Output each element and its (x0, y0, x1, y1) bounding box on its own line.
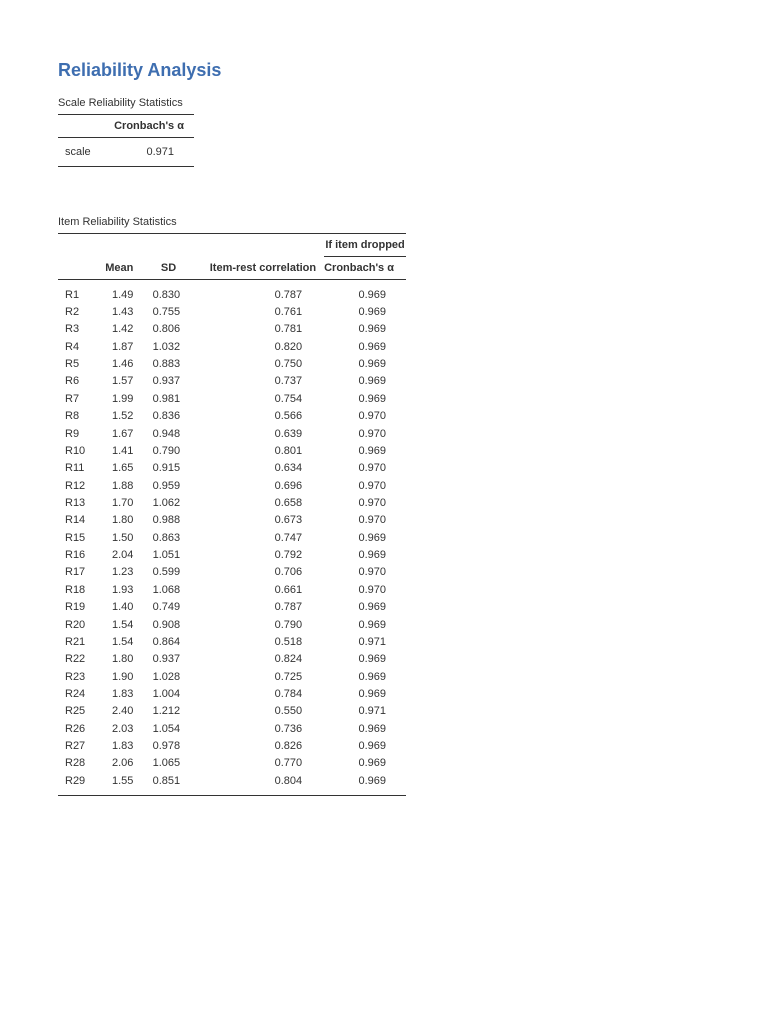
item-rest-correlation-value: 0.518 (274, 635, 303, 648)
item-rest-correlation-value: 0.787 (274, 601, 303, 614)
cronbach-alpha-if-dropped-value: 0.971 (358, 705, 386, 718)
sd-value: 1.212 (152, 705, 181, 718)
table-row (58, 390, 406, 407)
cronbach-alpha-if-dropped-value: 0.969 (358, 670, 386, 683)
cronbach-alpha-if-dropped-value: 0.969 (358, 722, 386, 735)
sd-value: 0.851 (152, 774, 181, 787)
table-row (58, 616, 406, 633)
item-label: R18 (65, 583, 86, 596)
table-row (58, 703, 406, 720)
mean-value: 1.55 (111, 774, 134, 787)
table-row (58, 651, 406, 668)
item-rest-correlation-value: 0.761 (274, 306, 303, 319)
table-row (58, 581, 406, 598)
table-row (58, 512, 406, 529)
mean-value: 1.54 (111, 635, 134, 648)
mean-value: 1.90 (111, 670, 134, 683)
column-header-sd: SD (137, 257, 184, 280)
item-rest-correlation-value: 0.792 (274, 549, 303, 562)
table-row (58, 425, 406, 442)
mean-value: 1.52 (111, 410, 134, 423)
sd-value: 0.978 (152, 740, 181, 753)
mean-value: 1.46 (111, 358, 134, 371)
table-row (58, 529, 406, 546)
item-table-caption: Item Reliability Statistics (58, 216, 177, 228)
sd-value: 0.915 (152, 462, 181, 475)
table-row (58, 668, 406, 685)
mean-value: 2.04 (111, 549, 134, 562)
item-label: R10 (65, 444, 86, 457)
mean-value: 1.23 (111, 566, 134, 579)
mean-value: 1.87 (111, 340, 134, 353)
mean-value: 1.99 (111, 392, 134, 405)
mean-value: 1.83 (111, 740, 134, 753)
table-row (58, 477, 406, 494)
item-rest-correlation-value: 0.736 (274, 722, 303, 735)
column-header-item (58, 257, 94, 280)
mean-value: 1.70 (111, 496, 134, 509)
item-rest-correlation-value: 0.784 (274, 687, 303, 700)
item-label: R29 (65, 774, 86, 787)
item-label: R19 (65, 601, 86, 614)
sd-value: 0.749 (152, 601, 181, 614)
item-rest-correlation-value: 0.781 (274, 323, 303, 336)
scale-reliability-table (58, 114, 194, 167)
mean-value: 2.03 (111, 722, 134, 735)
item-rest-correlation-value: 0.737 (274, 375, 303, 388)
cronbach-alpha-if-dropped-value: 0.969 (358, 618, 386, 631)
mean-value: 1.83 (111, 687, 134, 700)
sd-value: 1.054 (152, 722, 181, 735)
table-row (58, 303, 406, 320)
sd-value: 1.051 (152, 549, 181, 562)
item-rest-correlation-value: 0.790 (274, 618, 303, 631)
column-header (58, 115, 114, 138)
sd-value: 0.830 (152, 288, 181, 301)
cronbach-alpha-if-dropped-value: 0.970 (358, 479, 386, 492)
sd-value: 0.988 (152, 514, 181, 527)
item-label: R25 (65, 705, 86, 718)
item-rest-correlation-value: 0.706 (274, 566, 303, 579)
sd-value: 0.937 (152, 653, 181, 666)
item-rest-correlation-value: 0.747 (274, 531, 303, 544)
column-header-cronbach-alpha: Cronbach's α (324, 257, 406, 280)
item-label: R9 (65, 427, 80, 440)
sd-value: 0.883 (152, 358, 181, 371)
empty-header-cell (137, 234, 184, 257)
mean-value: 1.50 (111, 531, 134, 544)
cronbach-alpha-value: 0.971 (146, 146, 174, 158)
sd-value: 0.948 (152, 427, 181, 440)
cronbach-alpha-if-dropped-value: 0.969 (358, 601, 386, 614)
table-row (58, 598, 406, 615)
item-label: R15 (65, 531, 86, 544)
table-row (58, 737, 406, 754)
mean-value: 1.41 (111, 444, 134, 457)
table-row (58, 138, 194, 167)
cronbach-alpha-if-dropped-value: 0.969 (358, 531, 386, 544)
item-label: R24 (65, 687, 86, 700)
item-label: R11 (65, 462, 85, 475)
empty-header-cell (94, 234, 137, 257)
cronbach-alpha-if-dropped-value: 0.969 (358, 444, 386, 457)
item-rest-correlation-value: 0.696 (274, 479, 303, 492)
cronbach-alpha-if-dropped-value: 0.969 (358, 340, 386, 353)
sd-value: 0.908 (152, 618, 181, 631)
sd-value: 0.959 (152, 479, 181, 492)
item-label: R14 (65, 514, 86, 527)
if-item-dropped-header: If item dropped (324, 234, 406, 257)
sd-value: 0.790 (152, 444, 181, 457)
sd-value: 0.864 (152, 635, 181, 648)
cronbach-alpha-if-dropped-value: 0.969 (358, 288, 386, 301)
sd-value: 1.004 (152, 687, 181, 700)
column-header-cronbach-alpha: Cronbach's α (114, 115, 194, 138)
table-row (58, 408, 406, 425)
item-rest-correlation-value: 0.634 (274, 462, 303, 475)
item-rest-correlation-value: 0.550 (274, 705, 303, 718)
sd-value: 0.981 (152, 392, 181, 405)
sd-value: 0.863 (152, 531, 181, 544)
page-title: Reliability Analysis (58, 60, 222, 80)
column-header-item-rest-correlation: Item-rest correlation (184, 257, 324, 280)
cronbach-alpha-if-dropped-value: 0.969 (358, 740, 386, 753)
sd-value: 1.065 (152, 757, 181, 770)
item-reliability-table (58, 233, 406, 796)
cronbach-alpha-if-dropped-value: 0.970 (358, 566, 386, 579)
cronbach-alpha-if-dropped-value: 0.970 (358, 462, 386, 475)
cronbach-alpha-if-dropped-value: 0.970 (358, 514, 386, 527)
mean-value: 1.40 (111, 601, 134, 614)
sd-value: 1.032 (152, 340, 181, 353)
sd-value: 1.062 (152, 496, 181, 509)
table-header-row (58, 115, 194, 138)
item-label: R26 (65, 722, 86, 735)
cronbach-alpha-if-dropped-value: 0.969 (358, 306, 386, 319)
table-row (58, 442, 406, 459)
mean-value: 2.40 (111, 705, 134, 718)
sd-value: 0.806 (152, 323, 181, 336)
table-row (58, 546, 406, 563)
sd-value: 1.068 (152, 583, 181, 596)
item-label: R16 (65, 549, 86, 562)
item-rest-correlation-value: 0.725 (274, 670, 303, 683)
mean-value: 1.80 (111, 514, 134, 527)
item-rest-correlation-value: 0.639 (274, 427, 303, 440)
item-label: R6 (65, 375, 80, 388)
cronbach-alpha-if-dropped-value: 0.969 (358, 774, 386, 787)
cronbach-alpha-if-dropped-value: 0.969 (358, 358, 386, 371)
mean-value: 1.54 (111, 618, 134, 631)
cronbach-alpha-if-dropped-value: 0.969 (358, 757, 386, 770)
item-rest-correlation-value: 0.770 (274, 757, 303, 770)
item-label: R13 (65, 496, 86, 509)
mean-value: 1.80 (111, 653, 134, 666)
item-rest-correlation-value: 0.804 (274, 774, 303, 787)
cronbach-alpha-if-dropped-value: 0.970 (358, 583, 386, 596)
sd-value: 1.028 (152, 670, 181, 683)
item-rest-correlation-value: 0.826 (274, 740, 303, 753)
table-row (58, 772, 406, 796)
item-label: R4 (65, 340, 80, 353)
mean-value: 1.43 (111, 306, 134, 319)
item-label: R28 (65, 757, 86, 770)
item-label: R21 (65, 635, 86, 648)
mean-value: 2.06 (111, 757, 134, 770)
item-label: R27 (65, 740, 86, 753)
table-header-row (58, 257, 406, 280)
mean-value: 1.88 (111, 479, 134, 492)
sd-value: 0.599 (152, 566, 181, 579)
item-label: R2 (65, 306, 80, 319)
table-row (58, 685, 406, 702)
table-row (58, 373, 406, 390)
item-label: R22 (65, 653, 86, 666)
table-row (58, 321, 406, 338)
item-rest-correlation-value: 0.750 (274, 358, 303, 371)
scale-table-caption: Scale Reliability Statistics (58, 97, 183, 109)
empty-header-cell (58, 234, 94, 257)
cronbach-alpha-if-dropped-value: 0.971 (358, 635, 386, 648)
item-rest-correlation-value: 0.801 (274, 444, 303, 457)
item-rest-correlation-value: 0.661 (274, 583, 303, 596)
cronbach-alpha-if-dropped-value: 0.969 (358, 653, 386, 666)
item-rest-correlation-value: 0.658 (274, 496, 303, 509)
table-row (58, 720, 406, 737)
empty-header-cell (184, 234, 324, 257)
cronbach-alpha-if-dropped-value: 0.969 (358, 323, 386, 336)
item-rest-correlation-value: 0.673 (274, 514, 303, 527)
item-label: R20 (65, 618, 86, 631)
item-label: R3 (65, 323, 80, 336)
mean-value: 1.57 (111, 375, 134, 388)
table-super-header-row (58, 234, 406, 257)
sd-value: 0.836 (152, 410, 181, 423)
mean-value: 1.93 (111, 583, 134, 596)
item-label: R8 (65, 410, 80, 423)
table-row (58, 755, 406, 772)
item-rest-correlation-value: 0.824 (274, 653, 303, 666)
table-row (58, 338, 406, 355)
item-label: R17 (65, 566, 86, 579)
cronbach-alpha-if-dropped-value: 0.969 (358, 392, 386, 405)
item-rest-correlation-value: 0.566 (274, 410, 303, 423)
item-rest-correlation-value: 0.787 (274, 288, 303, 301)
sd-value: 0.755 (152, 306, 181, 319)
cronbach-alpha-if-dropped-value: 0.969 (358, 375, 386, 388)
mean-value: 1.49 (111, 288, 134, 301)
table-row (58, 280, 406, 304)
cronbach-alpha-if-dropped-value: 0.969 (358, 549, 386, 562)
mean-value: 1.42 (111, 323, 134, 336)
item-label: R1 (65, 288, 80, 301)
table-row (58, 564, 406, 581)
table-row (58, 633, 406, 650)
item-label: R23 (65, 670, 86, 683)
cronbach-alpha-if-dropped-value: 0.970 (358, 496, 386, 509)
sd-value: 0.937 (152, 375, 181, 388)
cronbach-alpha-if-dropped-value: 0.970 (358, 410, 386, 423)
cronbach-alpha-if-dropped-value: 0.970 (358, 427, 386, 440)
cronbach-alpha-if-dropped-value: 0.969 (358, 687, 386, 700)
mean-value: 1.65 (111, 462, 134, 475)
item-label: R12 (65, 479, 86, 492)
table-row (58, 494, 406, 511)
item-label: R7 (65, 392, 80, 405)
item-rest-correlation-value: 0.754 (274, 392, 303, 405)
table-row (58, 355, 406, 372)
table-row (58, 460, 406, 477)
row-label: scale (65, 146, 91, 158)
column-header-mean: Mean (94, 257, 137, 280)
mean-value: 1.67 (111, 427, 134, 440)
item-label: R5 (65, 358, 80, 371)
item-rest-correlation-value: 0.820 (274, 340, 303, 353)
